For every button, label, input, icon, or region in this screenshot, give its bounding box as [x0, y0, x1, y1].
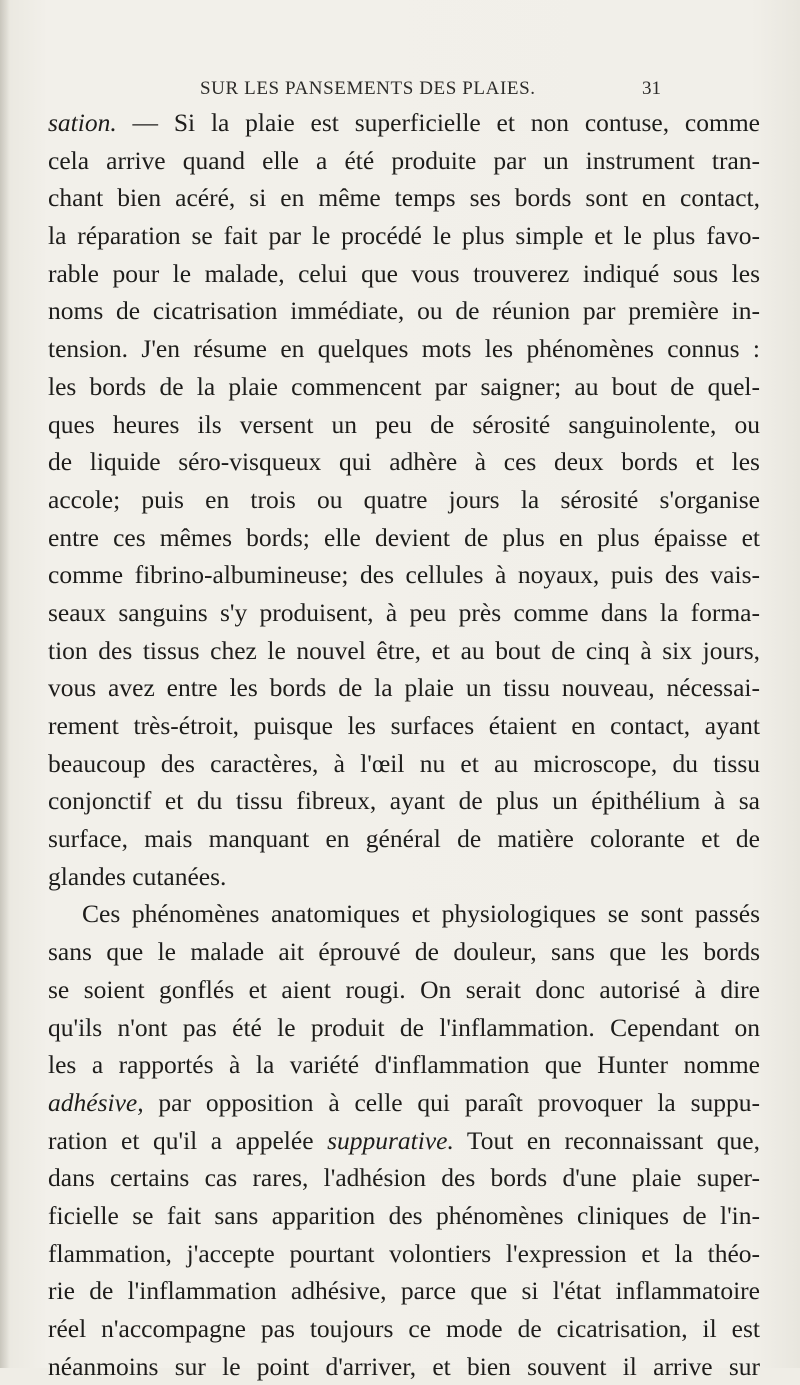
text-line — [48, 1348, 760, 1385]
text-line — [48, 179, 760, 217]
text-line — [48, 556, 760, 594]
text-segment: ration et qu'il a appelée — [48, 1125, 328, 1155]
text-line — [48, 1272, 760, 1310]
text-line — [48, 1009, 760, 1047]
text-line — [48, 142, 760, 180]
text-segment: les bords de la plaie commencent par saigner; au bout de quel- — [48, 371, 760, 401]
text-line — [48, 669, 760, 707]
text-segment: rable pour le malade, celui que vous trouverez indiqué sous les — [48, 258, 760, 288]
text-segment: la réparation se fait par le procédé le plus simple et le plus favo- — [48, 221, 760, 251]
text-segment: sans que le malade ait éprouvé de douleur, sans que les bords — [48, 937, 760, 967]
text-line — [48, 406, 760, 444]
text-line — [48, 330, 760, 368]
text-line — [48, 1084, 760, 1122]
page-number: 31 — [642, 78, 661, 99]
text-segment: flammation, j'accepte pourtant volontiers l'expression et la théo- — [48, 1238, 760, 1268]
text-segment: tension. J'en résume en quelques mots les phénomènes connus : — [48, 334, 760, 364]
text-line — [48, 481, 760, 519]
text-segment: glandes cutanées. — [48, 861, 227, 891]
text-line — [48, 782, 760, 820]
text-line — [48, 1310, 760, 1348]
text-segment: dans certains cas rares, l'adhésion des bords d'une plaie super- — [48, 1163, 760, 1193]
text-segment: tion des tissus chez le nouvel être, et au bout de cinq à six jours, — [48, 635, 760, 665]
text-line — [48, 443, 760, 481]
text-segment: — Si la plaie est superficielle et non contuse, comme — [116, 108, 760, 137]
text-line — [48, 707, 760, 745]
text-line — [48, 594, 760, 632]
text-line — [48, 632, 760, 670]
text-segment: comme fibrino-albumineuse; des cellules à noyaux, puis des vais- — [48, 560, 760, 590]
body-text — [48, 104, 760, 1385]
text-segment: qu'ils n'ont pas été le produit de l'inflammation. Cependant on — [48, 1012, 760, 1042]
text-line — [48, 292, 760, 330]
text-segment: Ces phénomènes anatomiques et physiologiques se sont passés — [82, 899, 760, 929]
text-line — [48, 745, 760, 783]
text-segment: noms de cicatrisation immédiate, ou de réunion par première in- — [48, 296, 760, 326]
text-line — [48, 104, 760, 142]
text-line — [48, 1046, 760, 1084]
text-line — [48, 255, 760, 293]
text-line — [48, 519, 760, 557]
text-segment: surface, mais manquant en général de matière colorante et de — [48, 824, 760, 854]
text-segment: ques heures ils versent un peu de sérosité sanguinolente, ou — [48, 409, 760, 439]
italic-text: adhésive, — [48, 1087, 144, 1117]
text-segment: de liquide séro-visqueux qui adhère à ces deux bords et les — [48, 447, 760, 477]
text-segment: entre ces mêmes bords; elle devient de plus en plus épaisse et — [48, 522, 760, 552]
text-segment: accole; puis en trois ou quatre jours la sérosité s'organise — [48, 484, 760, 514]
text-segment: Tout en reconnaissant que, — [453, 1125, 760, 1155]
text-segment: les a rapportés à la variété d'inflammation que Hunter nomme — [48, 1050, 760, 1080]
text-segment: conjonctif et du tissu fibreux, ayant de plus un épithélium à sa — [48, 786, 760, 816]
text-line — [48, 971, 760, 1009]
text-line — [48, 217, 760, 255]
italic-text: sation. — [48, 108, 117, 137]
text-segment: ficielle se fait sans apparition des phénomènes cliniques de l'in- — [48, 1200, 760, 1230]
text-segment: par opposition à celle qui paraît provoquer la suppu- — [143, 1087, 760, 1117]
text-segment: néanmoins sur le point d'arriver, et bien souvent il arrive sur — [48, 1351, 760, 1381]
text-line — [48, 858, 760, 896]
text-line — [48, 1122, 760, 1160]
text-segment: cela arrive quand elle a été produite par un instrument tran- — [48, 145, 760, 175]
text-line — [48, 1197, 760, 1235]
text-segment: vous avez entre les bords de la plaie un tissu nouveau, nécessai- — [48, 673, 760, 703]
text-line — [48, 933, 760, 971]
text-line — [48, 368, 760, 406]
text-line — [48, 1159, 760, 1197]
text-segment: se soient gonflés et aient rougi. On serait donc autorisé à dire — [48, 974, 760, 1004]
italic-text: suppurative. — [327, 1125, 454, 1155]
text-line — [48, 820, 760, 858]
text-segment: rie de l'inflammation adhésive, parce que si l'état inflammatoire — [48, 1276, 760, 1306]
text-segment: rement très-étroit, puisque les surfaces étaient en contact, ayant — [48, 711, 760, 740]
text-segment: réel n'accompagne pas toujours ce mode de cicatrisation, il est — [48, 1314, 760, 1343]
text-segment: beaucoup des caractères, à l'œil nu et au microscope, du tissu — [48, 748, 760, 778]
page-gutter-shadow — [0, 0, 10, 1368]
text-segment: chant bien acéré, si en même temps ses bords sont en contact, — [48, 183, 760, 213]
text-line — [48, 1235, 760, 1273]
text-line — [48, 895, 760, 933]
running-title: SUR LES PANSEMENTS DES PLAIES. — [200, 78, 536, 99]
text-segment: seaux sanguins s'y produisent, à peu près comme dans la forma- — [48, 597, 760, 627]
